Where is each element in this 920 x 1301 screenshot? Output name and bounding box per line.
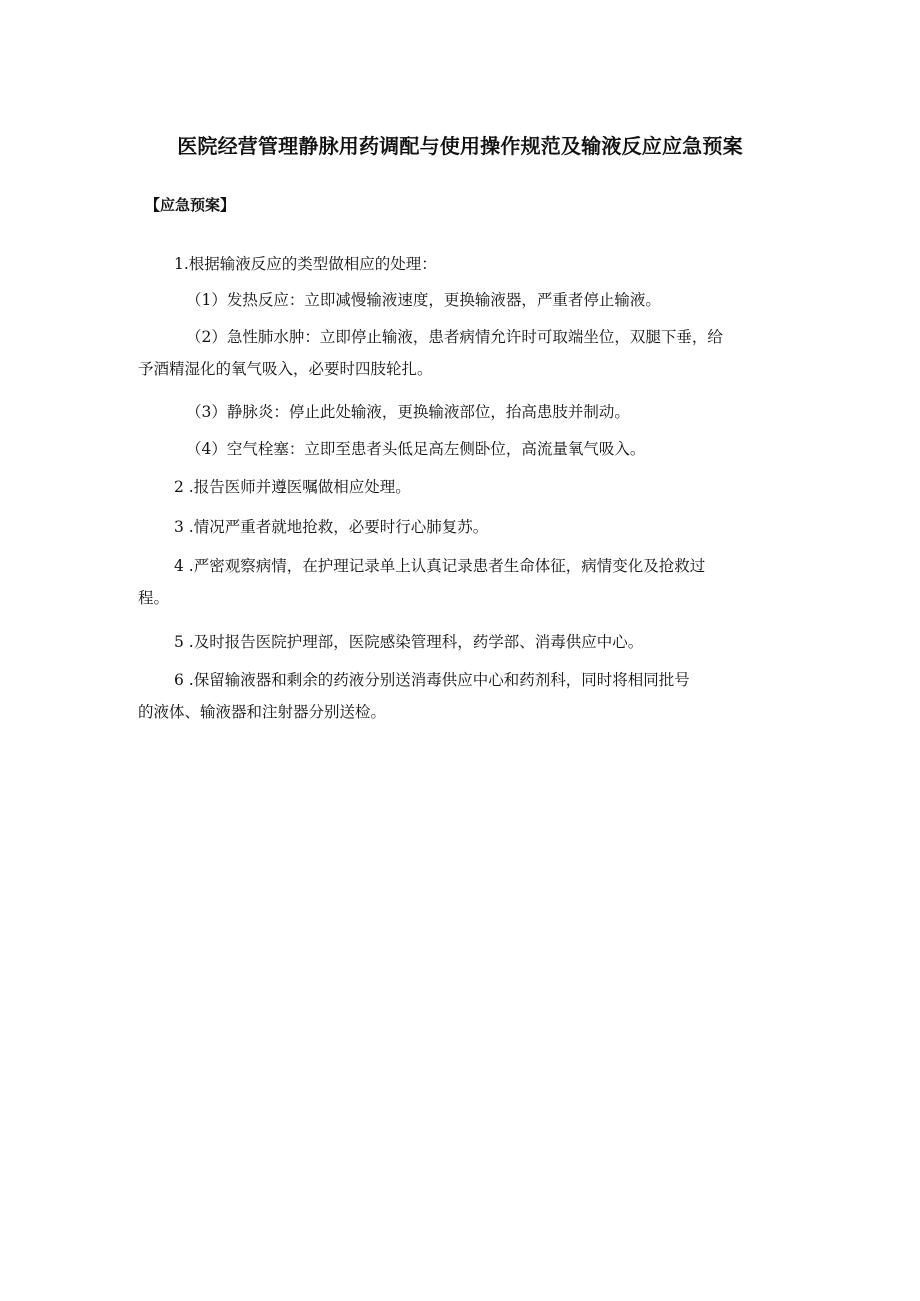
- list-item-4-line-2: 程。: [138, 589, 170, 607]
- list-item-5: 5 .及时报告医院护理部，医院感染管理科，药学部、消毒供应中心。: [174, 633, 644, 651]
- list-item-4: [138, 550, 828, 614]
- list-item-6-line-2: 的液体、输液器和注射器分别送检。: [138, 703, 387, 721]
- list-item-6-line-1: 6 .保留输液器和剩余的药液分别送消毒供应中心和药剂科，同时将相同批号: [174, 671, 690, 689]
- list-item-3: 3 .情况严重者就地抢救，必要时行心肺复苏。: [174, 518, 489, 536]
- sub-item-2-line-1: （2）急性肺水肿：立即停止输液，患者病情允许时可取端坐位，双腿下垂，给: [186, 328, 723, 346]
- sub-item-3: （3）静脉炎：停止此处输液，更换输液部位，抬高患肢并制动。: [186, 403, 630, 421]
- section-label: 【应急预案】: [145, 196, 236, 214]
- page-title: 医院经营管理静脉用药调配与使用操作规范及输液反应应急预案: [177, 134, 743, 158]
- list-item-2: 2 .报告医师并遵医嘱做相应处理。: [174, 478, 411, 496]
- sub-item-1: （1）发热反应：立即减慢输液速度，更换输液器，严重者停止输液。: [186, 291, 661, 309]
- sub-item-2: [138, 321, 828, 385]
- sub-item-4: （4）空气栓塞：立即至患者头低足高左侧卧位，高流量氧气吸入。: [186, 440, 646, 458]
- sub-item-2-line-2: 予酒精湿化的氧气吸入，必要时四肢轮扎。: [138, 360, 433, 378]
- list-item-6: [138, 664, 828, 728]
- list-item-1: 1.根据输液反应的类型做相应的处理：: [174, 255, 437, 273]
- list-item-4-line-1: 4 .严密观察病情，在护理记录单上认真记录患者生命体征，病情变化及抢救过: [174, 557, 706, 575]
